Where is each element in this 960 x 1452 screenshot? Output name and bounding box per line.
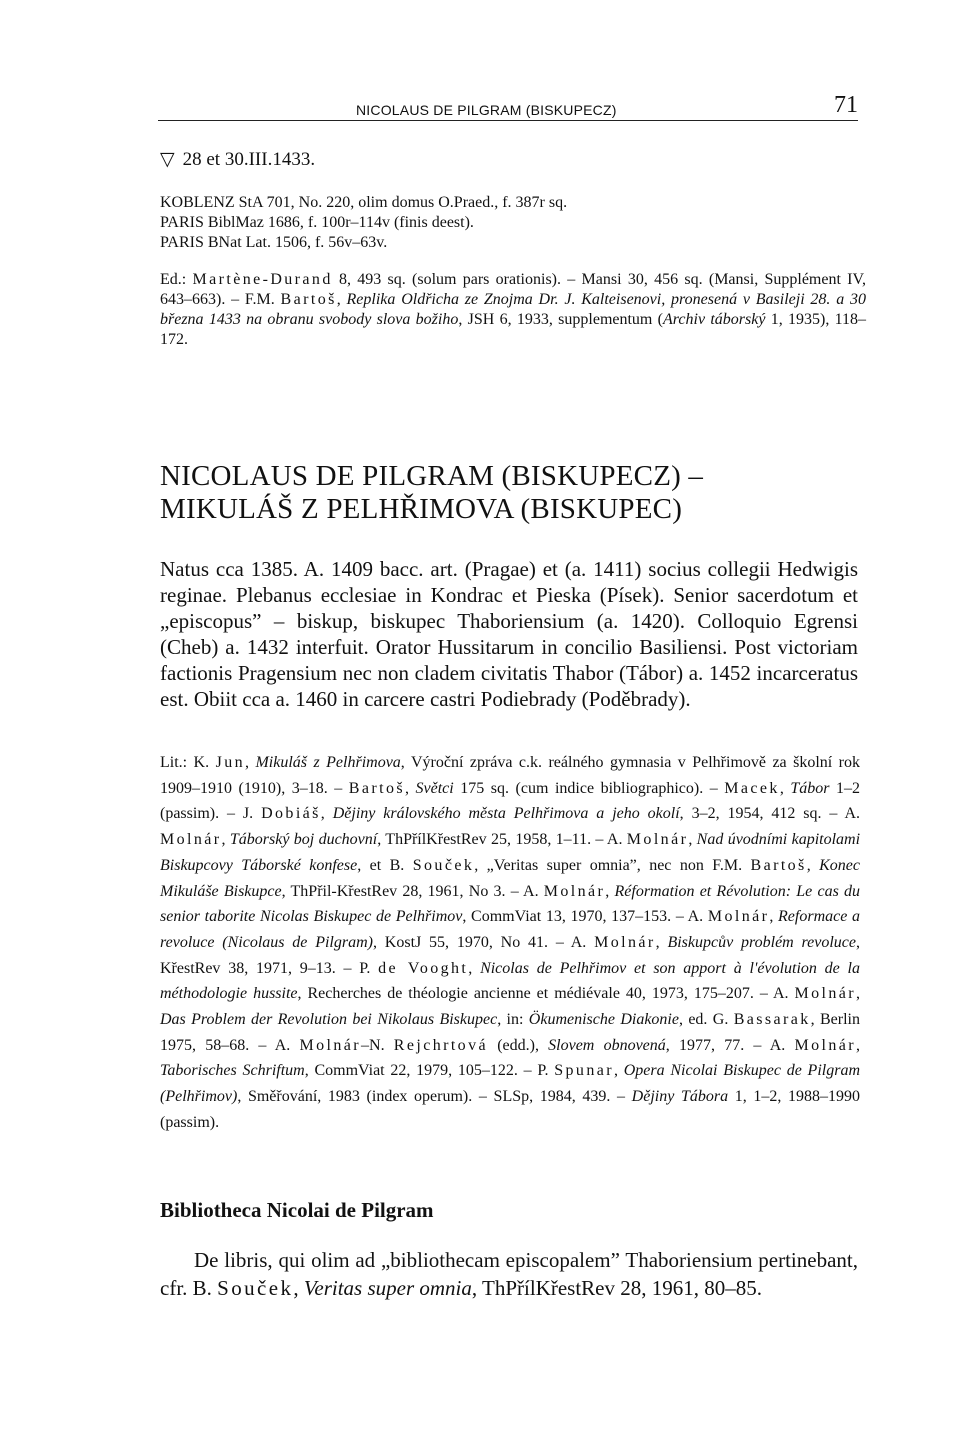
section-heading-line: MIKULÁŠ Z PELHŘIMOVA (BISKUPEC) <box>160 493 683 525</box>
author-name: Bartoš <box>280 291 337 308</box>
lit-text: , <box>688 831 697 849</box>
bibliotheca-heading: Bibliotheca Nicolai de Pilgram <box>160 1198 434 1222</box>
work-title: Konec Mikuláše Biskupce <box>160 856 860 900</box>
manuscript-list <box>160 193 860 253</box>
lit-text: 1–2 (passim). – J. <box>160 779 861 823</box>
author-name: Macek <box>724 779 780 797</box>
lit-text: , „Veritas super omnia”, nec non F.M. <box>474 856 751 874</box>
author-name: Martène-Durand <box>192 271 333 288</box>
edition-text: 8, 493 sq. (solum pars orationis). – Mansi 30, 456 sq. (Mansi, Supplément IV, 643–663). – F.M. <box>160 271 867 308</box>
work-title: Dějiny královského města Pelhřimova a jeho okolí <box>332 805 680 823</box>
work-title: Taborisches Schriftum <box>160 1062 305 1080</box>
lit-text: Lit.: K. <box>160 754 216 771</box>
lit-text: , CommViat 22, 1979, 105–122. – P. <box>304 1062 555 1080</box>
lit-text: , in: <box>497 1011 529 1029</box>
lit-text: , <box>856 985 861 1003</box>
running-head-title: NICOLAUS DE PILGRAM (BISKUPECZ) <box>356 102 617 118</box>
author-name: Molnár <box>794 985 857 1003</box>
work-title: Mikuláš z Pelhřimova <box>255 754 401 771</box>
lit-text: , ThPřílKřestRev 25, 1958, 1–11. – A. <box>377 831 627 849</box>
lit-text: , Směřování, 1983 (index operum). – SLSp, 1984, 439. – <box>237 1088 632 1106</box>
work-title: Réformation et Révolution: Le cas du senior taborite Nicolas Biskupec de Pelhřimov <box>160 882 860 926</box>
lit-text: , <box>779 779 791 797</box>
page-number: 71 <box>834 92 858 118</box>
author-name: Molnár <box>707 908 770 926</box>
work-title: Nad úvodními kapitolami Biskupcovy Táborské konfese <box>160 831 861 874</box>
section-heading-line: NICOLAUS DE PILGRAM (BISKUPECZ) – <box>160 460 704 492</box>
author-name: Molnár <box>626 831 689 849</box>
work-title: Das Problem der Revolution bei Nikolaus Biskupec <box>160 1011 498 1029</box>
author-name: Molnár <box>543 882 606 900</box>
lit-text: , ThPřil-KřestRev 28, 1961, No 3. – A. <box>281 882 544 900</box>
work-title: Replika Oldřicha ze Znojma Dr. J. Kalteisenovi, pronesená v Basileji 28. a 30 března 1433 na obranu svobody slova božiho <box>160 291 867 328</box>
lit-text: , 3–2, 1954, 412 sq. – A. <box>679 805 861 823</box>
lit-text: (edd.), <box>487 1036 549 1054</box>
author-name: Souček <box>412 856 475 874</box>
author-name: Jun <box>215 754 246 771</box>
biography-paragraph: Natus cca 1385. A. 1409 bacc. art. (Pragae) et (a. 1411) socius collegii Hedwigis reginae. Plebanus ecclesiae in Kondrac et Pieska (Písek). Senior sacerdotum et „episcopus” – biskup, biskupec Thaboriensium (a. 1420). Colloquio Egrensi (Cheb) a. 1432 interfuit. Orator Hussitarum in concilio Basiliensi. Post victoriam factionis Pragensium nec non cladem civitatis Thabor (Tábor) a. 1452 incarceratus est. Obiit cca a. 1460 in carcere castri Podiebrady (Poděbrady). <box>160 557 858 711</box>
biblio-text: , <box>293 1276 304 1300</box>
lit-text: , <box>605 882 615 900</box>
header-rule <box>158 120 858 121</box>
lit-text: , KostJ 55, 1970, No 41. – A. <box>373 933 595 951</box>
author-name: Bartoš <box>348 779 405 797</box>
work-item-heading <box>160 148 315 171</box>
work-title: Táborský boj duchovní <box>229 831 378 849</box>
work-title: Tábor <box>790 779 830 797</box>
lit-text: , <box>245 754 256 771</box>
bibliotheca-paragraph <box>160 1246 858 1302</box>
author-name: Bassarak <box>733 1011 811 1029</box>
work-title: Světci <box>415 779 454 797</box>
work-item-date: 28 et 30.III.1433. <box>182 149 316 170</box>
lit-text: , <box>320 805 333 823</box>
lit-text: , <box>655 933 668 951</box>
edition-text: , <box>336 291 347 308</box>
lit-text: , et B. <box>357 856 413 874</box>
lit-text: 175 sq. (cum indice bibliographico). – <box>453 779 725 797</box>
lit-text: –N. <box>361 1036 394 1054</box>
lit-text: 1, 1–2, 1988–1990 (passim). <box>160 1088 861 1131</box>
running-head <box>158 92 858 122</box>
work-title: Opera Nicolai Biskupec de Pilgram (Pelhřimov) <box>160 1062 860 1106</box>
lit-text: , <box>221 831 230 849</box>
author-name: Molnár <box>160 831 222 849</box>
manuscript-entry: PARIS BNat Lat. 1506, f. 56v–63v. <box>160 234 388 251</box>
work-title: Slovem obnovená <box>548 1036 666 1054</box>
work-title: Archiv táborský <box>663 311 766 328</box>
manuscript-entry: KOBLENZ StA 701, No. 220, olim domus O.Praed., f. 387r sq. <box>160 194 568 211</box>
literature-paragraph <box>160 750 860 1136</box>
edition-text: 1, 1935), 118–172. <box>160 311 867 348</box>
lit-text: , 1977, 77. – A. <box>665 1036 795 1054</box>
author-name: Rejchrtová <box>393 1036 488 1054</box>
lit-text: , <box>769 908 779 926</box>
lit-text: , KřestRev 38, 1971, 9–13. – P. <box>160 933 861 977</box>
author-name: Souček <box>217 1276 294 1300</box>
work-title: Veritas super omnia <box>303 1276 472 1300</box>
work-title: Ökumenische Diakonie <box>528 1011 679 1029</box>
lit-text: , Berlin 1975, 58–68. – A. <box>160 1011 860 1054</box>
author-name: Molnár <box>794 1036 857 1054</box>
lit-text: , <box>468 959 481 977</box>
lit-text: , <box>613 1062 624 1080</box>
author-name: Bartoš <box>750 856 807 874</box>
lit-text: , Výroční zpráva c.k. reálného gymnasia v Pelhřimově za školní rok 1909–1910 (1910), 3–18. – <box>160 754 861 797</box>
author-name: de Vooght <box>378 959 469 977</box>
edition-label: Ed.: <box>160 271 193 288</box>
section-heading <box>160 460 703 526</box>
biblio-text: , ThPřílKřestRev 28, 1961, 80–85. <box>471 1276 762 1300</box>
biblio-text: De libris, qui olim ad „bibliothecam episcopalem” Thaboriensium pertinebant, cfr. B. <box>160 1248 858 1300</box>
lit-text: , ed. G. <box>678 1011 734 1029</box>
lit-text: , Recherches de théologie ancienne et médiévale 40, 1973, 175–207. – A. <box>297 985 795 1003</box>
lit-text: , <box>806 856 820 874</box>
author-name: Molnár <box>299 1036 362 1054</box>
edition-text: , JSH 6, 1933, supplementum ( <box>458 311 663 328</box>
edition-note <box>160 270 866 350</box>
author-name: Spunar <box>554 1062 614 1080</box>
triangle-symbol-icon: ▽ <box>160 148 175 170</box>
work-title: Reformace a revoluce (Nicolaus de Pilgram) <box>160 908 860 951</box>
work-title: Dějiny Tábora <box>631 1088 729 1106</box>
work-title: Nicolas de Pelhřimov et son apport à l'évolution de la méthodologie hussite <box>160 959 861 1003</box>
work-title: Biskupcův problém revoluce <box>667 933 857 951</box>
lit-text: , <box>856 1036 861 1054</box>
manuscript-entry: PARIS BiblMaz 1686, f. 100r–114v (finis deest). <box>160 214 474 231</box>
author-name: Dobiáš <box>261 805 321 823</box>
lit-text: , CommViat 13, 1970, 137–153. – A. <box>462 908 708 926</box>
lit-text: , <box>404 779 416 797</box>
author-name: Molnár <box>594 933 656 951</box>
